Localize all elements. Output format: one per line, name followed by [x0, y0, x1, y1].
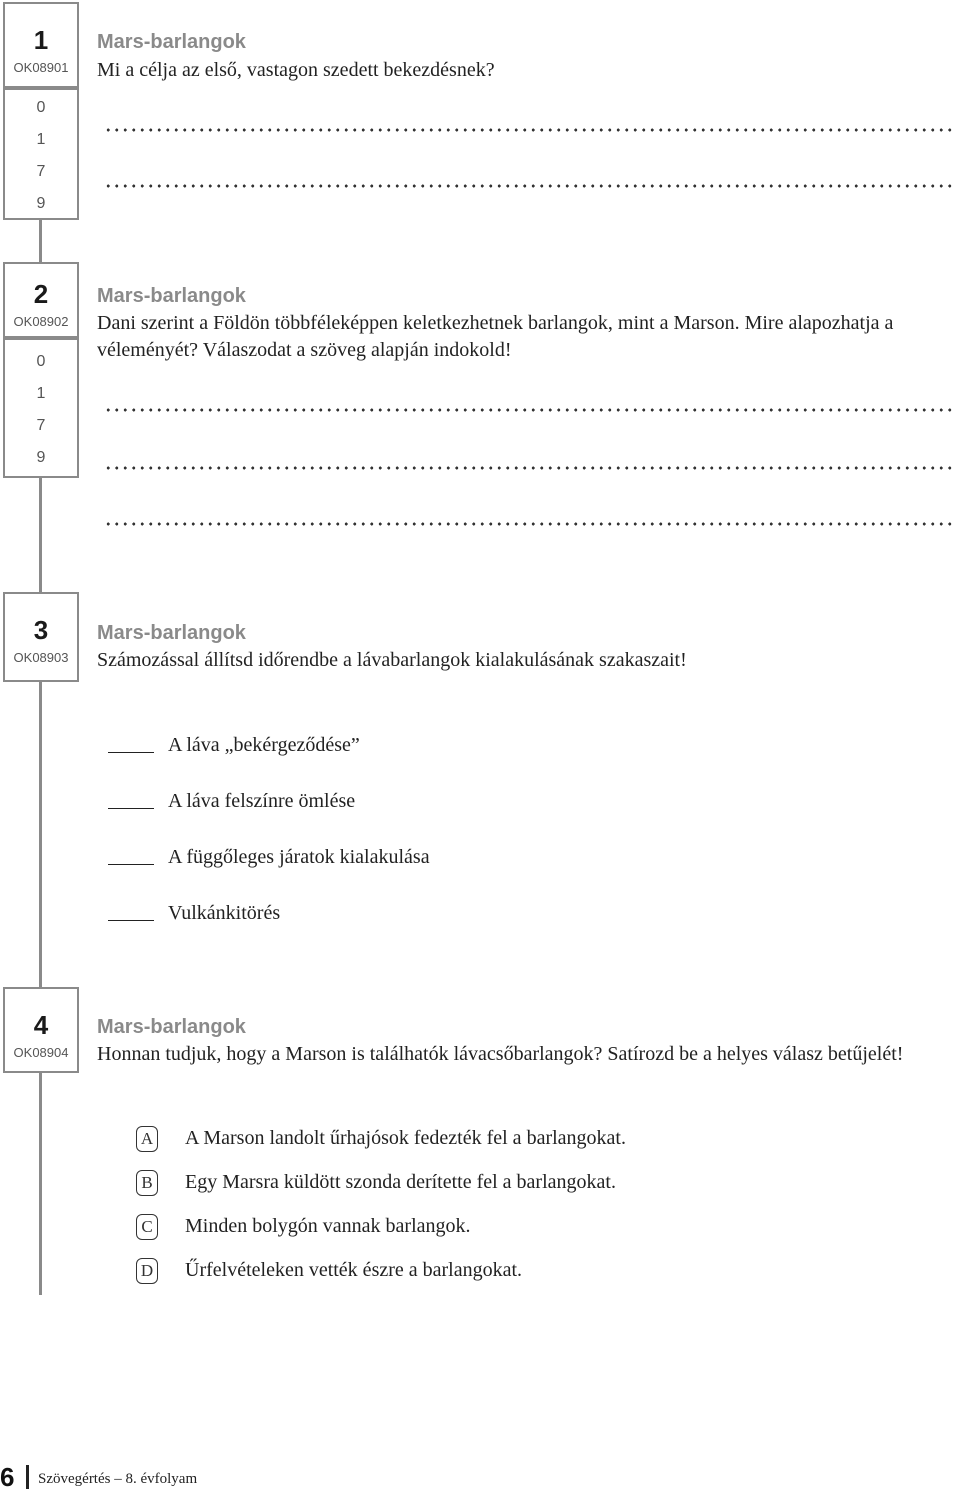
- q1-answer-line-1[interactable]: [104, 128, 952, 132]
- q1-score-0[interactable]: 0: [36, 99, 46, 116]
- q1-score-1[interactable]: 1: [36, 131, 46, 148]
- q4-id-box: [3, 987, 79, 1073]
- q4-option-b-bubble[interactable]: B: [136, 1170, 158, 1196]
- q4-option-b-text: Egy Marsra küldött szonda derítette fel a barlangokat.: [185, 1171, 616, 1193]
- q1-score-box: [3, 88, 79, 220]
- q4-option-a-text: A Marson landolt űrhajósok fedezték fel a barlangokat.: [185, 1127, 626, 1149]
- q3-number: 3: [33, 615, 49, 645]
- q2-score-9[interactable]: 9: [36, 449, 46, 466]
- q2-answer-line-3[interactable]: [104, 522, 952, 526]
- q1-code: OK08901: [13, 60, 69, 75]
- q2-score-0[interactable]: 0: [36, 353, 46, 370]
- q3-item-label: A függőleges járatok kialakulása: [168, 846, 430, 868]
- q2-code: OK08902: [13, 314, 69, 329]
- q4-option-a-bubble[interactable]: A: [136, 1126, 158, 1152]
- q3-order-blank[interactable]: [108, 752, 154, 753]
- q3-question-text: Számozással állítsd időrendbe a lávabarlangok kialakulásának szakaszait!: [97, 649, 687, 671]
- q2-number: 2: [33, 279, 49, 309]
- q2-score-7[interactable]: 7: [36, 417, 46, 434]
- q4-option-c-text: Minden bolygón vannak barlangok.: [185, 1215, 471, 1237]
- q4-option-d-text: Űrfelvételeken vették észre a barlangokat.: [185, 1259, 523, 1281]
- page-number: 6: [0, 1462, 15, 1492]
- q3-id-box: [3, 592, 79, 682]
- q4-option-d-bubble[interactable]: D: [136, 1258, 158, 1284]
- q4-code: OK08904: [13, 1045, 69, 1060]
- q3-order-blank[interactable]: [108, 920, 154, 921]
- footer-text: Szövegértés – 8. évfolyam: [38, 1471, 198, 1487]
- q2-score-1[interactable]: 1: [36, 385, 46, 402]
- q3-code: OK08903: [13, 650, 69, 665]
- q1-score-7[interactable]: 7: [36, 163, 46, 180]
- q2-answer-line-1[interactable]: [104, 408, 952, 412]
- q3-order-blank[interactable]: [108, 864, 154, 865]
- q1-score-9[interactable]: 9: [36, 195, 46, 212]
- q2-score-box: [3, 338, 79, 478]
- q4-number: 4: [33, 1010, 49, 1040]
- q3-item-label: Vulkánkitörés: [168, 902, 281, 924]
- q4-title: Mars-barlangok: [97, 1016, 246, 1038]
- q4-question-text: Honnan tudjuk, hogy a Marson is találhatók lávacsőbarlangok? Satírozd be a helyes válasz betűjelét!: [97, 1043, 904, 1065]
- q3-item-label: A láva felszínre ömlése: [168, 790, 356, 812]
- q3-title: Mars-barlangok: [97, 622, 246, 644]
- q3-order-blank[interactable]: [108, 808, 154, 809]
- q2-title: Mars-barlangok: [97, 285, 246, 307]
- q1-title: Mars-barlangok: [97, 31, 246, 53]
- q2-question-text: Dani szerint a Földön többféleképpen keletkezhetnek barlangok, mint a Marson. Mire alapozhatja a véleményét? Válaszodat a szöveg alapján indokold!: [97, 312, 894, 361]
- q2-answer-line-2[interactable]: [104, 466, 952, 470]
- q1-id-box: [3, 2, 79, 88]
- q3-item-label: A láva „bekérgeződése”: [168, 734, 360, 756]
- footer-divider: [26, 1465, 29, 1489]
- q1-answer-line-2[interactable]: [104, 184, 952, 188]
- q1-question-text: Mi a célja az első, vastagon szedett bekezdésnek?: [97, 59, 495, 81]
- q4-option-c-bubble[interactable]: C: [136, 1214, 158, 1240]
- q1-number: 1: [33, 25, 49, 55]
- q2-id-box: [3, 262, 79, 338]
